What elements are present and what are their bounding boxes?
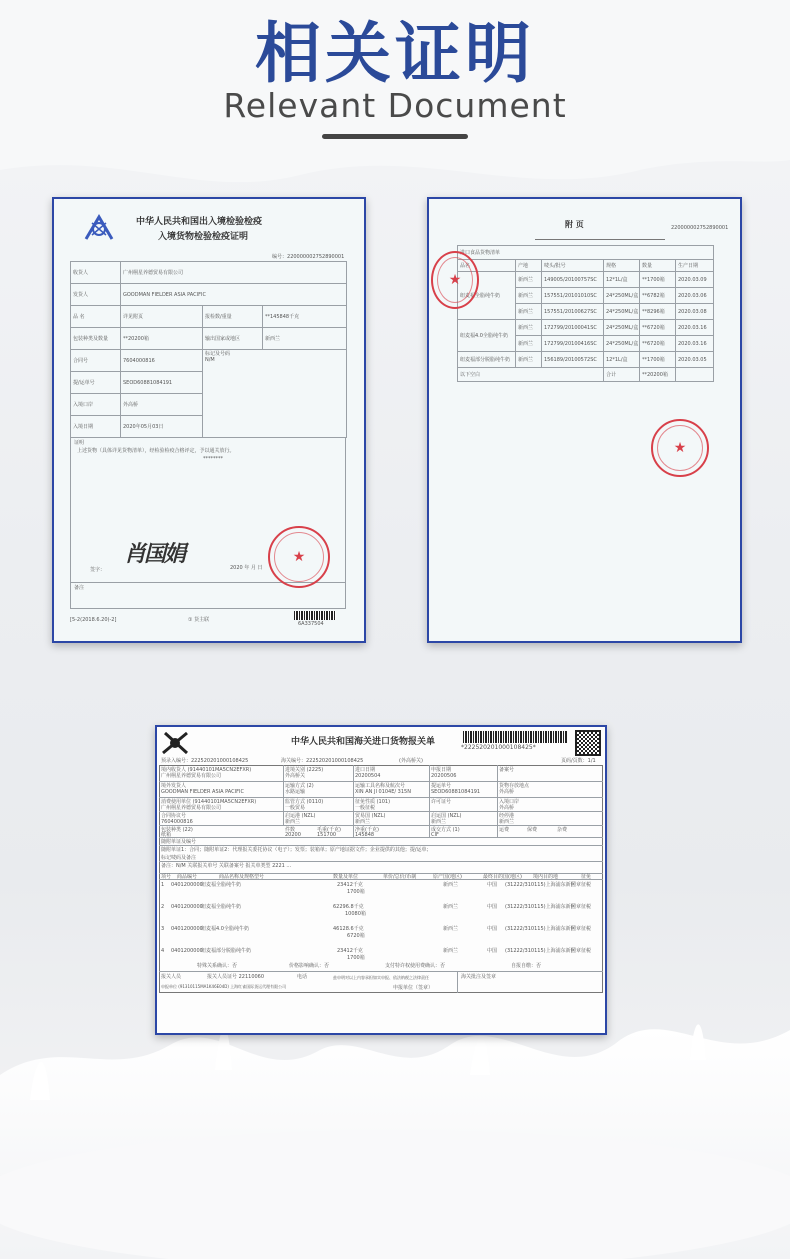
table-cell: 3 (161, 926, 165, 932)
cert3-field: 启运国 (NZL) (431, 813, 462, 819)
cert1-row-label: 提/运单号 (71, 372, 121, 394)
table-cell: 2 (161, 904, 165, 910)
divider (353, 765, 354, 837)
column-header: 征免 (581, 874, 592, 880)
column-header: 原产国(地区) (433, 874, 462, 880)
cert3-field: 启运港 (NZL) (285, 813, 316, 819)
cert3-field: 新西兰 (431, 819, 447, 825)
column-header: 商品编号 (177, 874, 198, 880)
table-cell: (31222/310115)上海浦东新区 (505, 948, 576, 954)
cert3-confirm: 支付特许权使用费确认：否 (385, 963, 446, 969)
cert3-field: 合同协议号 (161, 813, 187, 819)
table-cell: 149005/20100757SC (542, 272, 604, 288)
cert3-barcode (463, 731, 567, 743)
cert1-row-value2: N/M (205, 357, 215, 363)
divider (159, 837, 603, 838)
cert3-field: 毛重(千克) (317, 827, 341, 833)
table-cell: (31222/310115)上海浦东新区 (505, 904, 576, 910)
cert1-row-value: 外高桥 (121, 394, 203, 416)
table-row (71, 284, 347, 306)
table-row (71, 262, 347, 284)
qr-code-icon (575, 730, 601, 756)
divider (159, 825, 603, 826)
page-subtitle: Relevant Document (223, 86, 567, 125)
column-header: 最终目的国(地区) (483, 874, 522, 880)
cert1-title-line1: 中华人民共和国出入境检验检疫 (136, 217, 263, 227)
table-cell: 0401200000 (171, 948, 203, 954)
cert3-field: 成交方式 (1) (431, 827, 460, 833)
cert1-stars: ******** (203, 456, 223, 462)
table-cell: 62296.8千克 (333, 904, 364, 910)
table-cell: 新西兰 (516, 304, 542, 320)
table-cell: 2020.03.06 (676, 288, 714, 304)
cert2-product-name: 纽麦福4.0全脂纯牛奶 (458, 320, 516, 352)
cert1-row-value: 详见附页 (121, 306, 203, 328)
table-row (71, 328, 347, 350)
table-cell: 157551/20100627SC (542, 304, 604, 320)
customs-declaration (155, 725, 607, 1035)
table-cell: 照章征税 (571, 948, 592, 954)
table-cell: 中国 (487, 926, 498, 932)
cert3-bottom: 兹申明对以上内容承担如实申报、依法纳税之法律责任 (333, 975, 429, 980)
table-row (458, 368, 714, 382)
cert2-total: **20200箱 (640, 368, 676, 382)
cert3-field: 纸箱 (161, 832, 172, 838)
cert3-field: 运输工具名称及航次号 (355, 783, 406, 789)
cert3-field: 新西兰 (499, 819, 515, 825)
table-cell: 10080箱 (345, 911, 366, 917)
cert2-list-title: 进口食品货物清单 (458, 246, 714, 260)
table-cell: 中国 (487, 948, 498, 954)
cert3-bottom: 报关人员证号 22110060 (207, 974, 265, 980)
cert1-number (272, 254, 344, 261)
title-underline (322, 134, 468, 139)
table-cell: 2020.03.05 (676, 352, 714, 368)
table-cell: 新西兰 (516, 336, 542, 352)
cert3-field: 外高桥 (499, 805, 515, 811)
table-cell: (31222/310115)上海浦东新区 (505, 882, 576, 888)
table-cell (676, 368, 714, 382)
table-cell: 172799/20100416SC (542, 336, 604, 352)
customs-emblem-icon (161, 731, 189, 755)
column-header: 数量及单位 (333, 874, 359, 880)
table-cell: **1700箱 (640, 272, 676, 288)
cert3-field: 提运单号 (431, 783, 452, 789)
table-row (157, 925, 603, 947)
column-header: 单价/总价/币制 (383, 874, 417, 880)
cert1-row-value: GOODMAN FIELDER ASIA PACIFIC (121, 284, 347, 306)
cert1-row-label: 发货人 (71, 284, 121, 306)
cert3-field: CIF (431, 832, 439, 838)
cert1-cert-label: 证明 (74, 440, 85, 446)
cert3-field: 广州栩星养德贸易有限公司 (161, 805, 222, 811)
table-cell: 1700箱 (347, 889, 365, 895)
column-header: 品名 (458, 260, 516, 272)
divider (159, 797, 603, 798)
cert3-field: 经停港 (499, 813, 515, 819)
cert2-footer-left: 以下空白 (458, 368, 604, 382)
table-cell: 24*250ML/盒 (604, 304, 640, 320)
red-stamp-icon: ★ (651, 419, 709, 477)
table-cell: 24*250ML/盒 (604, 320, 640, 336)
cert3-field: 保费 (527, 827, 538, 833)
divider (159, 811, 603, 812)
cert2-product-name: 纽麦福部分脱脂纯牛奶 (458, 352, 516, 368)
cert3-field: 外高桥 (499, 789, 515, 795)
table-cell: 172799/20100041SC (542, 320, 604, 336)
table-cell: 新西兰 (516, 288, 542, 304)
table-cell: **6720箱 (640, 336, 676, 352)
cert2-product-name: 纽麦福全脂纯牛奶 (458, 272, 516, 320)
cert1-row-label: 入境口岸 (71, 394, 121, 416)
cert3-field: 杂费 (557, 827, 568, 833)
table-cell: **8296箱 (640, 304, 676, 320)
cert3-field: 许可证号 (431, 799, 452, 805)
cert3-field: 运费 (499, 827, 510, 833)
cert3-field: 20200 (285, 832, 301, 838)
table-cell: 2020.03.16 (676, 320, 714, 336)
table-cell: 照章征税 (571, 882, 592, 888)
cert3-docs-label: 随附单证及编号 (161, 839, 197, 845)
cert3-field: 包装种类 (22) (161, 827, 193, 833)
table-row (458, 352, 714, 368)
cert1-number-value: 220000002752890001 (287, 254, 345, 260)
divider (283, 765, 284, 825)
cert3-field: 货物存放地点 (499, 783, 530, 789)
cert3-field: 20200506 (431, 773, 457, 779)
cert3-field: 境内收货人 (91440101MA5CN2EFXR) (161, 767, 252, 773)
table-cell: 纽麦福4.0全脂纯牛奶 (201, 926, 249, 932)
divider (457, 971, 458, 993)
cert1-row-label: 包装种类及数量 (71, 328, 121, 350)
signature: 肖国娟 (124, 541, 185, 567)
table-cell: 157551/20101010SC (542, 288, 604, 304)
cert3-field: 20200504 (355, 773, 381, 779)
table-row (71, 350, 347, 372)
table-cell: **1700箱 (640, 352, 676, 368)
divider (497, 765, 498, 837)
cert3-items (157, 881, 603, 969)
table-cell: 12*1L/盒 (604, 352, 640, 368)
table-cell: 156189/20100572SC (542, 352, 604, 368)
cert1-title-line2: 入境货物检验检疫证明 (158, 232, 249, 242)
cert2-title: 附 页 (565, 220, 584, 229)
table-cell: 纽麦福全脂纯牛奶 (201, 882, 242, 888)
divider (535, 239, 665, 240)
cert3-field: XIN AN JI 0104E/ 315N (355, 789, 411, 795)
cert3-field: 外高桥关 (285, 773, 306, 779)
inspection-certificate-paper (54, 199, 364, 641)
divider (159, 845, 603, 846)
cert3-marks-label: 标记唛码及备注 (161, 855, 197, 861)
cert1-footer-left: [5-2(2018.6.20)-2] (70, 617, 117, 623)
cert1-row-label2: 标记及号码 (205, 351, 231, 357)
cert1-row-value: 7604000816 (121, 350, 203, 372)
cert3-field: 7604000816 (161, 819, 193, 825)
attachment-paper (429, 199, 740, 641)
cert3-field: 进口日期 (355, 767, 376, 773)
cert1-row-label: 合同号 (71, 350, 121, 372)
cert3-field: 贸易国 (NZL) (355, 813, 386, 819)
cert3-field: 净重(千克) (355, 827, 379, 833)
cert3-field: 件数 (285, 827, 296, 833)
table-cell: 2020.03.08 (676, 304, 714, 320)
cert1-row-value2: 新西兰 (263, 328, 347, 350)
cert3-confirm: 特殊关系确认：否 (197, 963, 238, 969)
table-row (458, 272, 714, 288)
cert1-row-label2: 输出国家或地区 (203, 328, 263, 350)
page-title: 相关证明 (255, 15, 535, 92)
cert3-field: 一般征税 (355, 805, 376, 811)
table-cell: 中国 (487, 904, 498, 910)
customs-declaration-paper (157, 727, 605, 1033)
cert1-row-label: 入境日期 (71, 416, 121, 438)
column-header: 商品名称及规格型号 (219, 874, 265, 880)
cert3-page: 页码/页数：1/1 (561, 758, 596, 764)
table-cell: 24*250ML/盒 (604, 288, 640, 304)
column-header: 生产日期 (676, 260, 714, 272)
cert3-field: 一般贸易 (285, 805, 306, 811)
table-row (157, 881, 603, 903)
cert3-field: 境外发货人 (161, 783, 187, 789)
cert1-row-label: 品 名 (71, 306, 121, 328)
cert3-field: 新西兰 (355, 819, 371, 825)
divider (159, 861, 603, 862)
table-cell: 照章征税 (571, 926, 592, 932)
table-cell: (31222/310115)上海浦东新区 (505, 926, 576, 932)
column-header: 规格 (604, 260, 640, 272)
table-cell: 新西兰 (516, 320, 542, 336)
cert1-number-label: 编号： (272, 254, 288, 260)
table-cell: 6720箱 (347, 933, 365, 939)
table-cell: 纽麦福部分脱脂纯牛奶 (201, 948, 252, 954)
cert1-row-value: **20200箱 (121, 328, 203, 350)
table-cell: 新西兰 (443, 948, 459, 954)
cert3-field: 监管方式 (0110) (285, 799, 324, 805)
cert1-row-value: 广州栩星养德贸易有限公司 (121, 262, 347, 284)
cert1-footer-code: 6A337504 (298, 621, 324, 627)
cert1-row-label: 收货人 (71, 262, 121, 284)
column-header: 境内目的地 (533, 874, 559, 880)
table-cell: 新西兰 (443, 882, 459, 888)
table-cell: 2020.03.16 (676, 336, 714, 352)
table-cell: 1 (161, 882, 165, 888)
cert3-marks: 备注：N/M 关联报关单号 关联备案号 报关单类型 2221 ... (161, 863, 292, 869)
column-header: 产地 (516, 260, 542, 272)
column-header: 唛头/批号 (542, 260, 604, 272)
cert3-bottom: 电话 (297, 974, 308, 980)
cert3-pre-entry: 预录入编号：222520201000108425 (161, 758, 249, 764)
table-cell: **6720箱 (640, 320, 676, 336)
cert3-field: 运输方式 (2) (285, 783, 314, 789)
cert3-customs-no: 海关编号：222520201000108425 (281, 758, 364, 764)
table-cell: 0401200000 (171, 904, 203, 910)
cert1-row-label2: 报检数/重量 (203, 306, 263, 328)
table-cell: 12*1L/盒 (604, 272, 640, 288)
cert3-field: 151700 (317, 832, 337, 838)
cert1-table (70, 261, 347, 438)
cert2-table (457, 245, 714, 382)
cert3-barcode-text: *222520201000108425* (461, 744, 536, 751)
cert3-confirm: 价格影响确认：否 (289, 963, 330, 969)
divider (429, 765, 430, 837)
table-header-row (458, 260, 714, 272)
divider (159, 971, 603, 972)
table-cell: 24*250ML/盒 (604, 336, 640, 352)
table-cell: 2020.03.09 (676, 272, 714, 288)
table-row (71, 306, 347, 328)
table-cell: 新西兰 (516, 272, 542, 288)
divider (159, 781, 603, 782)
cert1-footer-mid: ① 货主联 (188, 617, 210, 623)
table-cell: 纽麦福全脂纯牛奶 (201, 904, 242, 910)
cert3-field: SEOD60881084191 (431, 789, 481, 795)
table-cell: 0401200000 (171, 926, 203, 932)
cert1-remark-label: 备注 (74, 585, 85, 591)
cert3-docs: 随附单证1：合同；随附单证2：代理报关委托协议（电子）；发票；装箱单；原产地证据文件；企业提供的其他；提/运单； (161, 847, 432, 853)
cert3-bottom: 申报单位 (91310115MA1K46E04D) 上海红雀国际货运代理有限公司 (161, 984, 287, 989)
red-stamp-icon: ★ (431, 251, 479, 309)
column-header: 数量 (640, 260, 676, 272)
cert3-field: 入境口岸 (499, 799, 520, 805)
goods-list-attachment (427, 197, 742, 643)
table-cell: 0401200000 (171, 882, 203, 888)
table-row (458, 320, 714, 336)
cert3-port: (外高桥关) (399, 758, 423, 764)
table-row (458, 246, 714, 260)
table-cell: 23412千克 (337, 882, 363, 888)
red-stamp-icon: ★ (268, 526, 330, 588)
cert3-bottom: 申报单位（签章） (393, 985, 434, 991)
cert3-bottom: 报关人员 (161, 974, 182, 980)
table-cell: 中国 (487, 882, 498, 888)
table-cell: 新西兰 (443, 926, 459, 932)
cert3-confirm: 自报自缴：否 (511, 963, 542, 969)
table-cell: 46128.6千克 (333, 926, 364, 932)
inspection-certificate (52, 197, 366, 643)
cert3-field: 水路运输 (285, 789, 306, 795)
cert3-field: 消费使用单位 (91440101MA5CN2EFXR) (161, 799, 257, 805)
table-cell: 23412千克 (337, 948, 363, 954)
table-cell: **6782箱 (640, 288, 676, 304)
cert1-date: 2020 年 月 日 (230, 565, 263, 571)
cert1-row-value2: **145848千克 (263, 306, 347, 328)
cert1-barcode (294, 611, 336, 620)
cert3-field: 145848 (355, 832, 375, 838)
cert3-field: 进境关别 (2225) (285, 767, 324, 773)
table-cell: 照章征税 (571, 904, 592, 910)
cert1-sign-label: 签字： (90, 567, 106, 573)
table-row (157, 903, 603, 925)
cert2-number: 220000002752890001 (671, 225, 729, 231)
cert3-title: 中华人民共和国海关进口货物报关单 (291, 737, 436, 747)
column-header: 项号 (161, 874, 172, 880)
cert1-row-value: SEOD60881084191 (121, 372, 203, 394)
cert3-field: 新西兰 (285, 819, 301, 825)
cert3-bottom: 海关批注及签章 (461, 974, 497, 980)
table-cell: 新西兰 (443, 904, 459, 910)
table-cell: 1700箱 (347, 955, 365, 961)
table-cell: 新西兰 (516, 352, 542, 368)
cert3-field: 广州栩星养德贸易有限公司 (161, 773, 222, 779)
inspection-emblem-icon (82, 213, 116, 243)
cert2-total-label: 合计 (604, 368, 640, 382)
table-cell: 4 (161, 948, 165, 954)
cert3-field: 申报日期 (431, 767, 452, 773)
cert1-cert-text: 上述货物（具体详见货物清单），经检验检疫合格评定，予以通关放行。 (77, 448, 235, 454)
cert3-field: 征免性质 (101) (355, 799, 391, 805)
cert3-field: GOODMAN FIELDER ASIA PACIFIC (161, 789, 244, 795)
cert1-remark-box (70, 583, 346, 609)
cert3-field: 备案号 (499, 767, 515, 773)
cert1-row-value: 2020年05月03日 (121, 416, 203, 438)
